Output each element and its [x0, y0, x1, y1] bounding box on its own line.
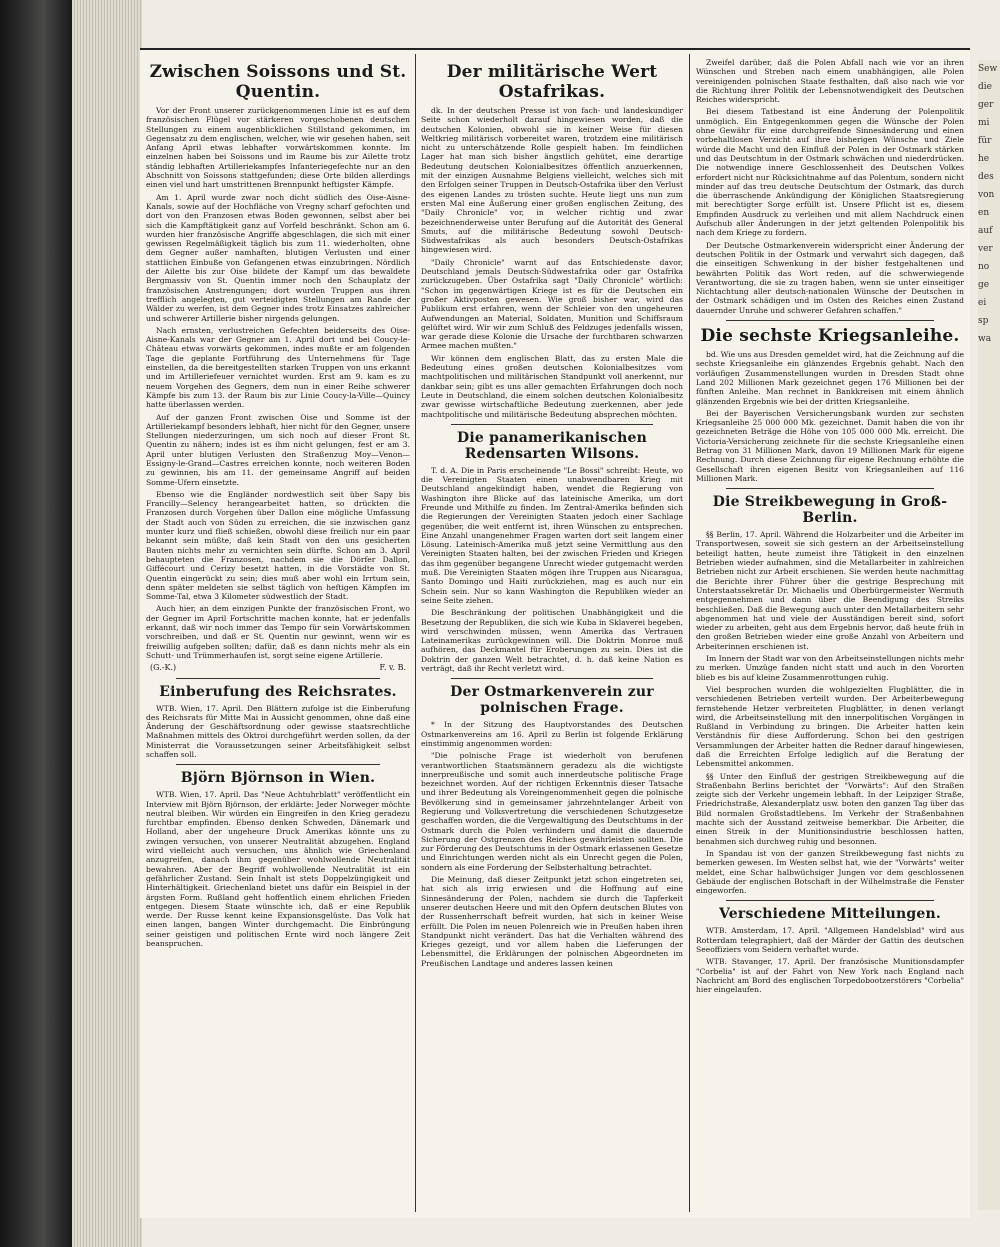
- article-paragraph: Am 1. April wurde zwar noch dicht südlich des Oise-Aisne-Kanals, sowie auf der Hochfläche von Vregny scharf gefochten und dort von den Franzosen etwas Boden gewonnen, selbst aber bei sich die Kampftätigkeit ganz auf Vorfeld beschränkt. Schon am 6. wurden hier französische Angriffe abgeschlagen, die sich mit einer gewissen Regelmäßigkeit täglich bis zum 11. wiederholten, ohne dem Gegner außer namhaften, blutigen Verlusten und einer stattlichen Einbuße von Gefangenen etwas einzubringen. Nördlich der Ailette bis zur Oise bildete der Kampf um das bewaldete Bergmassiv von St. Quentin immer noch den Schauplatz der französischen Anstrengungen; dort wurden Truppen aus ihren trefflich angelegten, gut verteidigten Stellungen am Rande der Wälder zu werfen, ist dem Gegner indes trotz Einsatzes zahlreicher und schwerer Artillerie bisher nirgends gelungen.: [146, 192, 410, 323]
- article-title: Einberufung des Reichsrates.: [159, 683, 397, 700]
- book-binding: [0, 0, 72, 1247]
- article-title: Der militärische Wert Ostafrikas.: [446, 62, 658, 102]
- article-paragraph: Die Beschränkung der politischen Unabhängigkeit und die Besetzung der Republiken, die sich wie Kuba in Sklaverei begeben, wird verschwinden müssen, wenn Amerika das Vertrauen Lateinamerikas zurückgewinnen will. Die Doktrin Monroe muß aufhören, das Deckmantel für Eroberungen zu sein. Dies ist die Doktrin der ganzen Welt betrachtet, d. h. daß keine Nation es verträgt, daß ihr Recht verletzt wird.: [421, 608, 683, 674]
- column-3: [696, 58, 964, 1208]
- fragment-word: wa: [978, 334, 992, 344]
- divider: [726, 488, 934, 489]
- fragment-word: die: [978, 82, 992, 92]
- fragment-word: ver: [978, 244, 993, 254]
- divider: [451, 424, 653, 425]
- article-paragraph: Bei der Bayerischen Versicherungsbank wurden zur sechsten Kriegsanleihe 25 000 000 Mk. gezeichnet. Damit haben die von ihr gezeichneten Beträge die Höhe von 105 000 000 Mk. erreicht. Die Victoria-Versicherung zeichnete für die sechste Kriegsanleihe einen Betrag von 31 Millionen Mark, davon 19 Millionen Mark für eigene Rechnung. Durch diese Zeichnung für eigene Rechnung erhöhte die Gesellschaft ihren eigenen Besitz von Kriegsanleihen auf 116 Millionen Mark.: [696, 408, 964, 483]
- top-rule: [140, 48, 970, 50]
- article-paragraph: Zweifel darüber, daß die Polen Abfall nach wie vor an ihren Wünschen und Streben nach einem unabhängigen, alle Polen vereinigenden polnischen Staate festhalten, daß also nach wie vor die Richtung ihrer Politik der Lebensnotwendigkeit des Deutschen Reiches widerspricht.: [696, 58, 964, 105]
- fragment-word: ger: [978, 100, 994, 110]
- fragment-word: auf: [978, 226, 993, 236]
- article-paragraph: "Daily Chronicle" warnt auf das Entschiedenste davor, Deutschland jemals Deutsch-Südwestafrika oder gar Ostafrika zurückzugeben. Über Ostafrika sagt "Daily Chronicle" wörtlich: "Schon im gegenwärtigen Kriege ist es für die Deutschen ein großer Aktivposten gewesen. Wie groß bisher war, wird das Publikum erst erfahren, wenn der Schleier von den ungeheuren Aufwendungen an Material, Soldaten, Munition und Schiffsraum gelüftet wird. Wir wir zum Schluß des Feldzuges jedenfalls wissen, war gerade diese Kolonie die Ursache der furchtbaren schwarzen Armee machen mußten.": [421, 257, 683, 351]
- newspaper-page: [140, 48, 970, 1218]
- fragment-word: he: [978, 154, 990, 164]
- article-paragraph: §§ Unter den Einfluß der gestrigen Streikbewegung auf die Straßenbahn Berlins berichtet der "Vorwärts": Auf den Straßen zeigte sich der Verkehr ungemein lebhaft. In der Leipziger Straße, Friedrichstraße, Alexanderplatz usw. boten den ganzen Tag über das Bild normalen Großstadtlebens. Im Verkehr der Straßenbahnen machte sich der Ausstand zeitweise bemerkbar. Die Arbeiter, die einen Streik in der Munitionsindustrie beschlossen hatten, benahmen sich durchweg ruhig und besonnen.: [696, 771, 964, 846]
- article-paragraph: WTB. Wien, 17. April. Das "Neue Achtuhrblatt" veröffentlicht ein Interview mit Björn Björnson, der erklärte: Jeder Norweger möchte neutral bleiben. Wir würden ein Eingreifen in den Krieg geradezu furchtbar empfinden. Ebenso denken Schweden, Dänemark und Holland, aber der ungeheure Druck Amerikas könnte uns zu zwingen versuchen, von unserer Neutralität abzugehen. England wird vielleicht auch versuchen, uns ähnlich wie Griechenland anzugreifen, danach ihm gegenüber wohlwollende Neutralität bewahren. Aber der Begriff wohlwollende Neutralität ist ein gefährlicher Zustand. Sein Inhalt ist stets Doppelzüngigkeit und Hinterhältigkeit. Griechenland bietet uns dafür ein Beispiel in der ärgsten Form. Rußland geht hoffentlich einem ehrlichen Frieden entgegen. Diesem Staate wünschte ich, daß er eine Republik werde. Der Russe kennt keine Expansionsgelüste. Das Volk hat einen langen, bangen Winter durchgemacht. Die Einbrüngung seiner geistigen und politischen Ernte wird noch längere Zeit beanspruchen.: [146, 790, 410, 949]
- fragment-word: von: [978, 190, 995, 200]
- article-paragraph: Die Meinung, daß dieser Zeitpunkt jetzt schon eingetreten sei, hat sich als irrig erwiesen und die Hoffnung auf eine Sinnesänderung der Polen, nachdem sie durch die Tapferkeit unserer deutschen Heere und mit den Opfern deutschen Blutes von der Russenherrschaft befreit wurden, hat sich in keiner Weise erfüllt. Die Polen im neuen Polenreich wie in Preußen haben ihren Standpunkt nicht verändert. Das hat die Verhalten während des Krieges gezeigt, und vor allem haben die Lieferungen der Lebensmittel, die Erklärungen der polnischen Abgeordneten im Preußischen Landtage und anderes lassen keinen: [421, 875, 683, 968]
- article-paragraph: bd. Wie uns aus Dresden gemeldet wird, hat die Zeichnung auf die sechste Kriegsanleihe ein glänzendes Ergebnis gehabt. Nach den vorläufigen Zusammenstellungen wurden in Dresden Stadt ohne Land 202 Millionen Mark gezeichnet gegen 176 Millionen bei der fünften Anleihe. Man rechnet in Bankkreisen mit einem ähnlich glänzenden Ergebnis wie bei der dritten Kriegsanleihe.: [696, 350, 964, 406]
- article-paragraph: In Spandau ist von der ganzen Streikbewegung fast nichts zu bemerken gewesen. Im Westen selbst hat, wie der "Vorwärts" weiter meldet, eine Schar halbwüchsiger Jungen vor dem geschlossenen Gebäude der englischen Botschaft in der Wilhelmstraße die Fenster eingeworfen.: [696, 848, 964, 896]
- article-title: Der Ostmarkenverein zur polnischen Frage.: [450, 684, 654, 717]
- column-1: [146, 58, 410, 1208]
- article-paragraph: Vor der Front unserer zurückgenommenen Linie ist es auf dem französischen Flügel vor stärkeren vorgeschobenen deutschen Stellungen zu einem augenblicklichen Stillstand gekommen, im Gegensatz zu dem englischen, welcher, wie wir gesehen haben, seit Anfang April etwas lebhafter vorwärtskommen konnte. Im einzelnen haben bei Soissons und im Raume bis zur Ailette trotz ständig lebhaften Artilleriekampfes Infanteriegefechte nur an den Abschnitt von Soissons stattgefunden; diese Orte bilden allerdings einen viel und hart umstrittenen Brennpunkt heftigster Kämpfe.: [146, 106, 410, 190]
- fragment-word: ei: [978, 298, 987, 308]
- column-2: [421, 58, 683, 1208]
- article-paragraph: Im Innern der Stadt war von den Arbeitseinstellungen nichts mehr zu merken. Umzüge fanden nicht statt und auch in den Vororten blieb es bis auf kleine Zusammenrottungen ruhig.: [696, 654, 964, 682]
- article-paragraph: WTB. Wien, 17. April. Den Blättern zufolge ist die Einberufung des Reichsrats für Mitte Mai in Aussicht genommen, ohne daß eine Änderung der Geschäftsordnung oder gewisse staatsrechtliche Maßnahmen mittels des Oktroi durchgeführt werden sollen, da der Ministerrat die Voraussetzungen seiner Arbeitsfähigkeit selbst schaffen soll.: [146, 703, 410, 759]
- article-paragraph: WTB. Stavanger, 17. April. Der französische Munitionsdampfer "Corbelia" ist auf der Fahrt von New York nach England nach Nachricht am Bord des englischen Torpedobootzerstörers "Corbelia" hier eingelaufen.: [696, 957, 964, 995]
- article-paragraph: WTB. Amsterdam, 17. April. "Allgemeen Handelsblad" wird aus Rotterdam telegraphiert, daß der Märder der Gattin des deutschen Seeoffiziers vom Seidern verhaftet wurde.: [696, 926, 964, 955]
- column-separator: [689, 54, 690, 1212]
- article-paragraph: Nach ernsten, verlustreichen Gefechten beiderseits des Oise-Aisne-Kanals war der Gegner am 1. April dort und bei Coucy-le-Château etwas vorwärts gekommen, indes mußte er am folgenden Tage die geplante Fortführung des Unternehmens für Tage einstellen, da die bereitgestellten starken Truppen von uns erkannt und im Artilleriefeuer vernichtet wurden. Erst am 9. kam es zu neuem Vorgehen des Gegners, dem nun in einer Reihe schwerer Kämpfe bis zum 13. der Raum bis zur Linie Coucy-la-Ville—Quincy hatte überlassen werden.: [146, 325, 410, 410]
- fragment-word: no: [978, 262, 990, 272]
- fragment-word: des: [978, 172, 994, 182]
- article-title: Zwischen Soissons und St. Quentin.: [149, 62, 407, 102]
- signature-left: (G.-K.): [150, 663, 177, 673]
- divider: [451, 678, 653, 679]
- divider: [726, 320, 934, 321]
- divider: [176, 764, 380, 765]
- article-title: Die panamerikanischen Redensarten Wilsons.: [457, 429, 647, 462]
- fragment-word: für: [978, 136, 992, 146]
- column-separator: [415, 54, 416, 1212]
- fragment-word: ge: [978, 280, 990, 290]
- article-title: Verschiedene Mitteilungen.: [719, 906, 941, 923]
- fragment-word: sp: [978, 316, 989, 326]
- article-paragraph: "Die polnische Frage ist wiederholt von berufenen verantwortlichen Staatsmännern geradezu als die wichtigste innerpreußische und somit auch innerdeutsche politische Frage bezeichnet worden. Auf der richtigen Erkenntnis dieser Tatsache und ihrer Bedeutung als Voreingenommenheit gegen die polnische Bevölkerung sind in gemeinsamer jahrzehntelanger Arbeit von Regierung und Volksvertretung die verschiedenen Schutzgesetze geschaffen worden, die die Vergewaltigung des Deutschtums in der Ostmark durch die Polen verhindern und damit die dauernde Sicherung der Ostgrenzen des Reiches gewährleisten sollten. Die zur Förderung des Deutschtums in der Ostmark erlassenen Gesetze und Einrichtungen werden nicht als ein Unrecht gegen die Polen, sondern als eine Forderung der Selbsterhaltung betrachtet.: [421, 751, 683, 872]
- article-title: Die sechste Kriegsanleihe.: [700, 326, 960, 347]
- fragment-word: Sew: [978, 64, 998, 74]
- divider: [176, 678, 380, 679]
- article-paragraph: Ebenso wie die Engländer nordwestlich seit über Sapy bis Francilly—Selency herangearbeitet hatten, so drückten die Franzosen durch Vorgehen über Dallon eine mögliche Umfassung der Stadt auch von Süden zu erreichen, die sie inzwischen ganz munter kurz und fließ schießen, obwohl diese freilich nur ein paar bekannt sein müßte, daß kein Stadt von den uns gesicherten Bauten nichts mehr zu vernichten sein dürfte. Schon am 3. April behaupteten die Franzosen, nachdem sie die Dörfer Dallon, Giffécourt und Cerizy besetzt hatten, in die Vorstädte von St. Quentin eingerückt zu sein; dies muß aber wohl ein Irrtum sein, denn später meldeten sie selbst täglich von heftigen Kämpfen im Somme-Tal, etwa 3 Kilometer südwestlich der Stadt.: [146, 489, 410, 602]
- page-stack-edge: [72, 0, 142, 1247]
- fragment-word: en: [978, 208, 990, 218]
- article-paragraph: T. d. A. Die in Paris erscheinende "Le Bossi" schreibt: Heute, wo die Vereinigten Staaten einen unabwendbaren Krieg mit Deutschland angekündigt haben, wendet die Regierung von Washington ihre Blicke auf das lateinische Amerika, um dort Freunde und Mithilfe zu finden. Im Zentral-Amerika befinden sich die Regierungen der Vereinigten Staaten jedoch einer Sachlage gegenüber, die weit entfernt ist, ihren Wünschen zu entsprechen. Eine Anzahl unangenehmer Fragen warten dort seit langem einer Lösung. Lateinisch-Amerika muß jetzt seine Vermittlung aus den Vereinigten Staaten halten, bei der zwischen Frieden und Kriegen das ihm gegenüber begangene Unrecht wieder gutgemacht werden muß. Die Vereinigten Staaten mögen ihre Truppen aus Nicaragua, Santo Domingo und Haiti zurückziehen, mag es auch nur ein Schein sein. Nur so kann Washington die Republiken wieder an seine Seite ziehen.: [421, 465, 683, 605]
- article-paragraph: dk. In der deutschen Presse ist von fach- und landeskundiger Seite schon wiederholt darauf hingewiesen worden, daß die deutschen Kolonien, obwohl sie in keiner Weise für diesen Weltkrieg militärisch vorbereitet waren, trotzdem eine militärisch nicht zu unterschätzende Rolle gespielt haben. Im feindlichen Lager hat man sich bisher ängstlich gehütet, eine derartige Bedeutung deutschen Kolonialbesitzes öffentlich anzuerkennen, mit der einzigen Ausnahme Belgiens vielleicht, welches sich mit den Erfolgen seiner Truppen in Deutsch-Ostafrika über den Verlust des eigenen Landes zu trösten suchte. Heute liegt uns nun zum ersten Mal eine Äußerung einer großen englischen Zeitung, des "Daily Chronicle" vor, in welcher richtig und zwar bezeichnenderweise unter Berufung auf die Autorität des General Smuts, auf die militärische Bedeutung sowohl Deutsch-Südwestafrikas als auch besonders Deutsch-Ostafrikas hingewiesen wird.: [421, 106, 683, 255]
- article-signature: [150, 663, 406, 672]
- article-paragraph: Auf der ganzen Front zwischen Oise und Somme ist der Artilleriekampf besonders lebhaft, hier nicht für den Gegner, unsere Stellungen niederzuringen, um sich noch auf dieser Front St. Quentin zu nähern; indes ist es ihm nicht gelungen, fest er am 3. April unter blutigen Verlusten den Straßenzug Moy—Venon—Essigny-le-Grand—Castres erreichen konnte, noch weiteren Boden zu gewinnen, bis am 11. der gemeinsame Angriff auf beiden Somme-Ufern einsetzte.: [146, 412, 410, 487]
- article-paragraph: Der Deutsche Ostmarkenverein widerspricht einer Änderung der deutschen Politik in der Ostmark und verwahrt sich dagegen, daß die einseitigen Schwenkung in der bisher festgehaltenen und bewährten Politik das Wort reden, auf die schwerwiegende Verantwortung, die sie zu tragen haben, wenn sie unter einseitiger Nichtachtung aller deutsch-nationalen Wünsche der Deutschen in der Ostmark schädigen und im Osten des Reiches einen Zustand dauernder Unruhe und schwerer Gefahren schaffen.": [696, 240, 964, 315]
- article-paragraph: Viel besprochen wurden die wohlgezielten Flugblätter, die in verschiedenen Betrieben verteilt wurden. Der Arbeiterbewegung fernstehende Hetzer verbreiteten Flugblätter, in denen verlangt wird, die Arbeitseinstellung mit den innerpolitischen Vorgängen in Rußland in Verbindung zu bringen. Die Arbeiter hatten kein Verständnis für diese Aufforderung. Schon bei den gestrigen Versammlungen der Arbeiter hatten die Redner darauf hingewiesen, daß die Erreichten Erfolge lediglich auf die Beratung der Lebensmittel ankommen.: [696, 684, 964, 769]
- signature-right: F. v. B.: [379, 663, 406, 673]
- article-title: Die Streikbewegung in Groß-Berlin.: [712, 494, 948, 527]
- fragment-word: mi: [978, 118, 990, 128]
- article-paragraph: §§ Berlin, 17. April. Während die Holzarbeiter und die Arbeiter im Transportwesen, soweit sie sich gestern an der Arbeitseinstellung beteiligt hatten, heute zumeist ihre Tätigkeit in den einzelnen Betrieben wieder aufnahmen, sind die Metallarbeiter in zahlreichen Betrieben nicht zur Arbeit erschienen. Sie werden heute nachmittag die Berichte ihrer Führer über die gestrige Besprechung mit Unterstaatssekretär Dr. Michaelis und Oberbürgermeister Wermuth entgegennehmen und dann über die Beendigung des Streiks beschließen. Daß die Bewegung auch unter den Metallarbeitern sehr abgenommen hat und viele der Ausständigen bereit sind, sofort wieder zu arbeiten, geht aus dem Ergebnis hervor, daß heute früh in den großen Betrieben wieder eine große Anzahl von Arbeitern und Arbeiterinnen erschienen ist.: [696, 530, 964, 651]
- article-paragraph: Auch hier, an dem einzigen Punkte der französischen Front, wo der Gegner im April Fortschritte machen konnte, hat er jedenfalls erkannt, daß wir noch immer das Tempo für sein Vorwärtskommen vorschreiben, und daß er St. Quentin nur gewinnt, wenn wir es freiwillig aufgeben sollten; dafür, daß es dann nichts mehr als ein Schutt- und Trümmerhaufen ist, sorgt seine eigene Artillerie.: [146, 604, 410, 660]
- article-paragraph: Wir können dem englischen Blatt, das zu ersten Male die Bedeutung eines großen deutschen Kolonialbesitzes vom machtpolitischen und militärischen Standpunkt voll anerkennt, nur dankbar sein; gibt es uns aller gemachten Erfahrungen doch noch Leute in Deutschland, die einem solchen deutschen Kolonialbesitz zwar gewisse wirtschaftliche Bedeutung zuerkennen, aber jede machtpolitische und militärische Bedeutung absprechen möchten.: [421, 353, 683, 419]
- adjacent-page-fragment: [978, 60, 1000, 1210]
- article-title: Björn Björnson in Wien.: [180, 770, 376, 787]
- divider: [726, 900, 934, 901]
- article-paragraph: Bei diesem Tatbestand ist eine Änderung der Polenpolitik unmöglich. Ein Entgegenkommen gegen die Wünsche der Polen ohne Gewähr für eine durchgreifende Sinnesänderung und einen vorbehaltlosen Verzicht auf ihre bisherigen Wünsche und Ziele würde die Macht und den Einfluß der Polen in der Ostmark stärken und das Deutschtum in der Ostmark schwächen und niederdrücken. Die notwendige innere Geschlossenheit des Deutschen Volkes erfordert nicht nur Rücksichtnahme auf das Polentum, sondern nicht minder auf das treu deutsche Deutschtum der Ostmark, das durch die überraschende Ankündigung der Königlichen Staatsregierung mit berechtigter Sorge erfüllt ist. Unsere Pflicht ist es, diesem Empfinden Ausdruck zu verleihen und mit allem Nachdruck einen Aufschub aller Änderungen in der jetzt geltenden Polenpolitik bis nach dem Kriege zu fordern.: [696, 107, 964, 238]
- article-paragraph: * In der Sitzung des Hauptvorstandes des Deutschen Ostmarkenvereins am 16. April zu Berlin ist folgende Erklärung einstimmig angenommen worden:: [421, 720, 683, 748]
